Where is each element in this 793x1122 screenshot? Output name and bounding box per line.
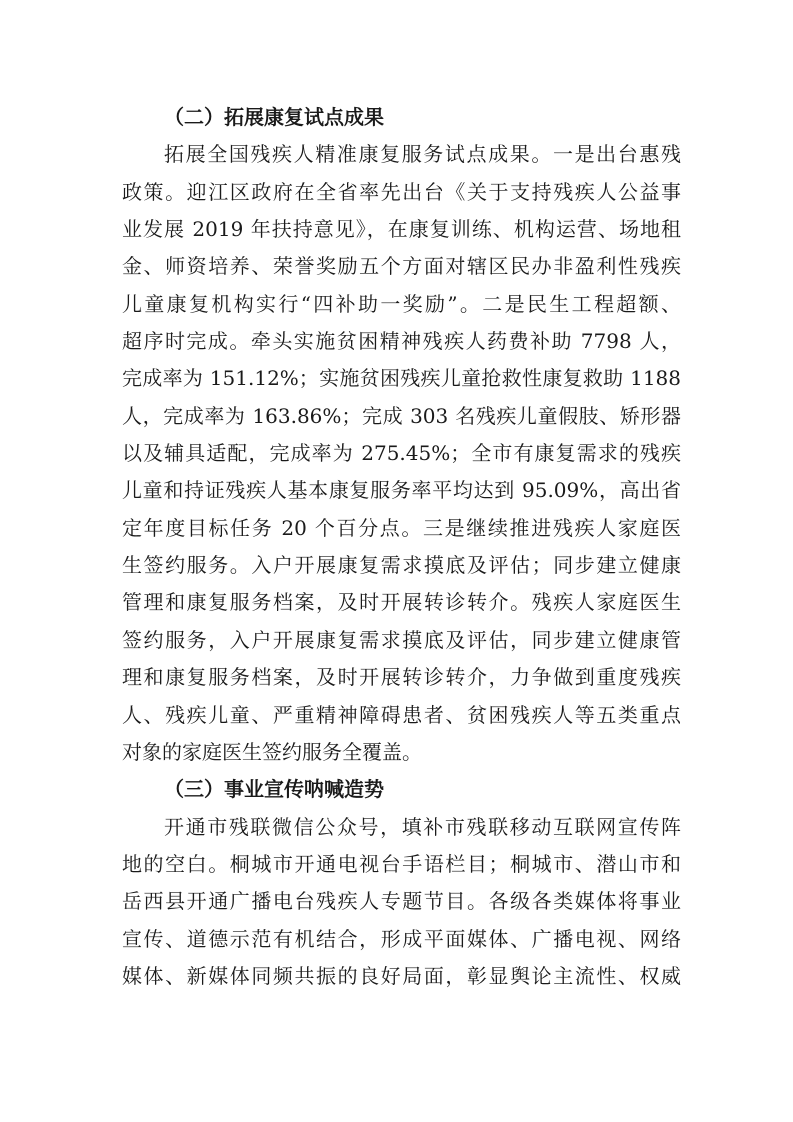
paragraph-line: 理和康复服务档案，及时开展转诊转介，力争做到重度残疾: [122, 665, 681, 690]
paragraph-line: 生签约服务。入户开展康复需求摸底及评估；同步建立健康: [122, 553, 681, 578]
paragraph-line: 定年度目标任务 20 个百分点。三是继续推进残疾人家庭医: [122, 515, 681, 540]
paragraph-line: 开通市残联微信公众号，填补市残联移动互联网宣传阵: [164, 814, 681, 839]
paragraph-line: 金、师资培养、荣誉奖励五个方面对辖区民办非盈利性残疾: [122, 254, 681, 279]
paragraph-line: 儿童康复机构实行“四补助一奖励”。二是民生工程超额、: [122, 291, 681, 316]
paragraph-line: 以及辅具适配，完成率为 275.45%；全市有康复需求的残疾: [122, 441, 681, 466]
paragraph-line: 政策。迎江区政府在全省率先出台《关于支持残疾人公益事: [122, 179, 681, 204]
paragraph-line: 完成率为 151.12%；实施贫困残疾儿童抢救性康复救助 1188: [122, 366, 681, 391]
paragraph-line: 儿童和持证残疾人基本康复服务率平均达到 95.09%，高出省: [122, 478, 681, 503]
paragraph-line: 管理和康复服务档案，及时开展转诊转介。残疾人家庭医生: [122, 590, 681, 615]
paragraph-line: 业发展 2019 年扶持意见》，在康复训练、机构运营、场地租: [122, 217, 681, 242]
paragraph-line: 人、残疾儿童、严重精神障碍患者、贫困残疾人等五类重点: [122, 702, 681, 727]
paragraph-line: 媒体、新媒体同频共振的良好局面，彰显舆论主流性、权威: [122, 963, 681, 988]
paragraph-line: 地的空白。桐城市开通电视台手语栏目；桐城市、潜山市和: [122, 851, 681, 876]
section-heading: （二）拓展康复试点成果: [164, 105, 384, 129]
paragraph-line: 岳西县开通广播电台残疾人专题节目。各级各类媒体将事业: [122, 889, 681, 914]
section-heading: （三）事业宣传呐喊造势: [164, 777, 384, 802]
document-page: [122, 99, 681, 995]
paragraph-line: 人，完成率为 163.86%；完成 303 名残疾儿童假肢、矫形器: [122, 403, 681, 428]
paragraph-line: 拓展全国残疾人精准康复服务试点成果。一是出台惠残: [164, 142, 681, 167]
paragraph-line: 宣传、道德示范有机结合，形成平面媒体、广播电视、网络: [122, 926, 681, 951]
paragraph-line: 签约服务，入户开展康复需求摸底及评估，同步建立健康管: [122, 627, 681, 652]
paragraph-line: 超序时完成。牵头实施贫困精神残疾人药费补助 7798 人，: [122, 329, 681, 354]
paragraph-line: 对象的家庭医生签约服务全覆盖。: [122, 739, 422, 764]
